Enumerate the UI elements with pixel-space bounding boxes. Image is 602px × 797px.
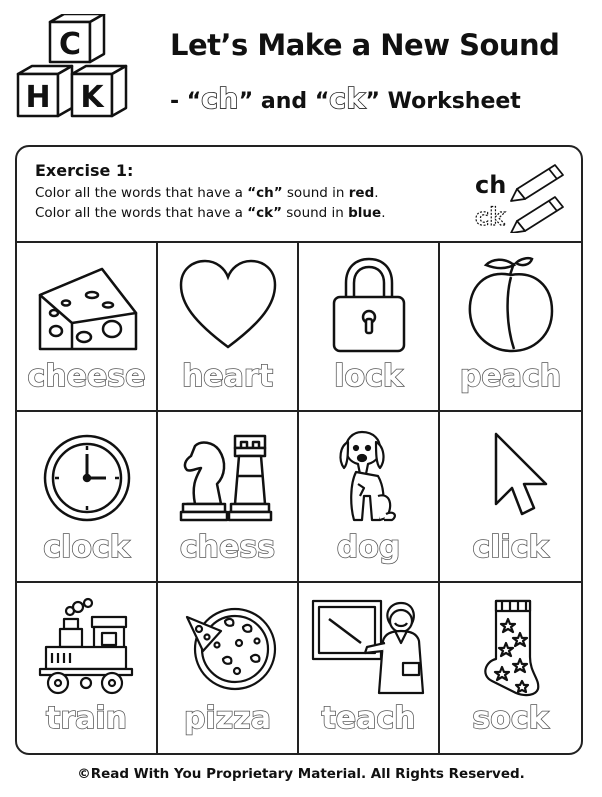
badge-ck: ck [475,203,506,231]
card-dog[interactable] [299,412,440,583]
clock-icon [32,426,142,526]
card-train[interactable] [17,583,158,754]
teacher-icon [309,597,429,697]
card-pizza[interactable] [158,583,299,754]
card-word: train [45,701,128,736]
sock-icon [456,597,566,697]
logo-letter-k: K [80,80,104,115]
card-word: sock [472,701,549,736]
subtitle-mid: ” and “ [238,89,330,114]
exercise-title: Exercise 1: [35,161,134,180]
instruction-text: . [374,185,379,201]
page-title: Let’s Make a New Sound [170,28,560,62]
chess-pieces-icon [173,426,283,526]
word-card-grid [17,241,581,755]
card-click[interactable] [440,412,581,583]
pizza-icon [173,597,283,697]
card-word: heart [181,359,274,394]
instruction-text: Color all the words that have a [35,205,248,221]
logo-letter-h: H [25,80,51,115]
card-word: cheese [27,359,146,394]
heart-icon [173,255,283,355]
crayon-icon [511,165,563,233]
subtitle-suffix: ” Worksheet [365,89,521,114]
instruction-ck [35,205,386,221]
cursor-arrow-icon [456,426,566,526]
card-word: peach [459,359,562,394]
instruction-sound: “ch” [247,185,283,201]
instruction-color: red [348,185,375,201]
padlock-icon [314,255,424,355]
instruction-sound: “ck” [247,205,282,221]
subtitle-ck: ck [329,82,366,115]
card-chess[interactable] [158,412,299,583]
card-peach[interactable] [440,241,581,412]
card-word: lock [334,359,403,394]
instruction-text: . [381,205,386,221]
card-clock[interactable] [17,412,158,583]
instruction-text: sound in [282,185,349,201]
subtitle-ch: ch [201,82,239,115]
abc-blocks-logo [14,14,146,124]
card-lock[interactable] [299,241,440,412]
card-word: dog [336,530,401,565]
dog-icon [314,426,424,526]
card-heart[interactable] [158,241,299,412]
card-cheese[interactable] [17,241,158,412]
card-word: click [472,530,549,565]
cheese-icon [32,255,142,355]
instructions-panel [17,147,581,243]
card-word: chess [179,530,276,565]
logo-letter-c: C [58,27,82,62]
card-sock[interactable] [440,583,581,754]
card-word: clock [43,530,130,565]
peach-icon [456,255,566,355]
worksheet-frame [15,145,583,755]
instruction-text: sound in [281,205,349,221]
instruction-color: blue [348,205,382,221]
subtitle-prefix: - “ [170,89,202,114]
train-icon [32,597,142,697]
page-subtitle [170,82,521,115]
card-teach[interactable] [299,583,440,754]
ch-ck-crayon-badge [475,159,570,233]
instruction-ch [35,185,379,201]
copyright-footer: ©Read With You Proprietary Material. All Rights Reserved. [77,766,525,782]
instruction-text: Color all the words that have a [35,185,248,201]
card-word: pizza [184,701,271,736]
badge-ch: ch [475,171,507,199]
card-word: teach [321,701,416,736]
